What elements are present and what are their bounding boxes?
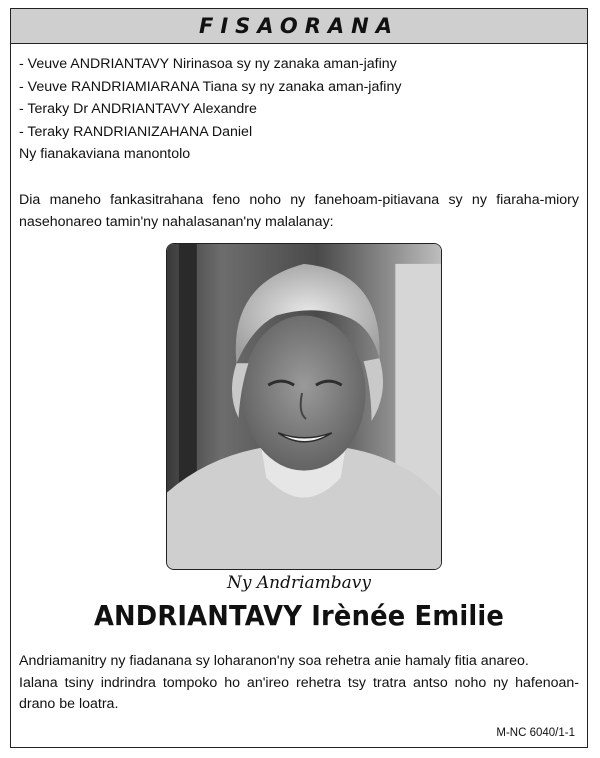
honorific-title: Ny Andriambavy [226, 573, 372, 593]
family-line: - Teraky Dr ANDRIANTAVY Alexandre [19, 101, 257, 118]
family-line: - Teraky RANDRIANIZAHANA Daniel [19, 123, 253, 140]
intro-paragraph: Dia maneho fankasitrahana feno noho ny fanehoam-pitiavana sy ny fiaraha-miory nasehonareo tamin'ny nahalasanan'ny malalanay: [19, 191, 579, 231]
header-bar [11, 9, 587, 44]
portrait-photo [166, 243, 442, 570]
portrait-image [167, 244, 441, 569]
notice-frame [10, 8, 588, 748]
reference-code: M-NC 6040/1-1 [496, 727, 575, 739]
family-line: - Veuve RANDRIAMIARANA Tiana sy ny zanaka aman-jafiny [19, 78, 402, 95]
closing-text [19, 651, 579, 716]
family-list [19, 53, 579, 166]
deceased-name: ANDRIANTAVY Irènée Emilie [93, 599, 505, 632]
closing-paragraph: Ialana tsiny indrindra tompoko ho an'ireo rehetra tsy tratra antso noho ny hafenoan-drano be loatra. [19, 674, 579, 713]
closing-paragraph: Andriamanitry ny fiadanana sy loharanon'ny soa rehetra anie hamaly fitia anareo. [19, 653, 529, 669]
notice-title: FISAORANA [199, 14, 399, 38]
family-line: Ny fianakaviana manontolo [19, 146, 191, 163]
family-line: - Veuve ANDRIANTAVY Nirinasoa sy ny zanaka aman-jafiny [19, 56, 397, 72]
notice-body [19, 53, 579, 234]
